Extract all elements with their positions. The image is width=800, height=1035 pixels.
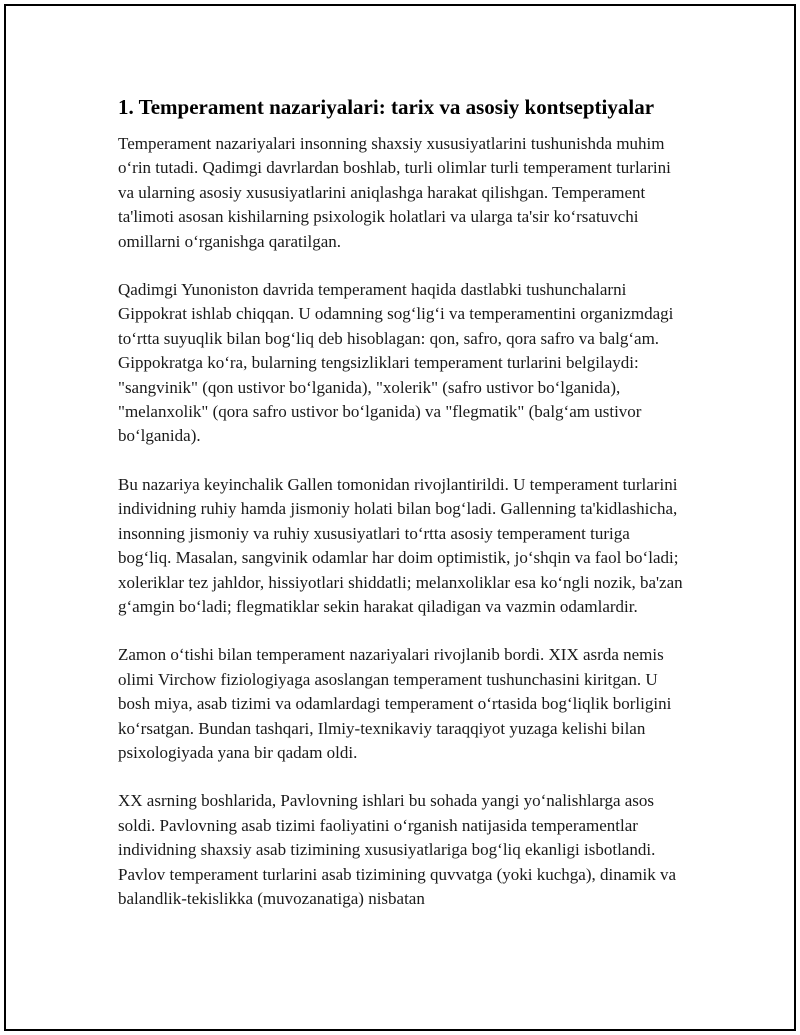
paragraph-hippocrates: Qadimgi Yunoniston davrida temperament haqida dastlabki tushunchalarni Gippokrat ishlab chiqqan. U odamning sogʻligʻi va temperamentini organizmdagi toʻrtta suyuqlik bilan bogʻliq deb hisoblagan: qon, safro, qora safro va balgʻam. Gippokratga koʻra, bularning tengsizliklari temperament turlarini belgilaydi: "sangvinik" (qon ustivor boʻlganida), "xolerik" (safro ustivor boʻlganida), "melanxolik" (qora safro ustivor boʻlganida) va "flegmatik" (balgʻam ustivor boʻlganida). (118, 280, 674, 446)
paragraph-virchow: Zamon oʻtishi bilan temperament nazariyalari rivojlanib bordi. XIX asrda nemis olimi Virchow fiziologiyaga asoslangan temperament tushunchasini kiritgan. U bosh miya, asab tizimi va odamlardagi temperament oʻrtasida bogʻliqlik borligini koʻrsatgan. Bundan tashqari, Ilmiy-texnikaviy taraqqiyot yuzaga kelishi bilan psixologiyada yana bir qadam oldi. (118, 645, 672, 762)
paragraph-intro: Temperament nazariyalari insonning shaxsiy xususiyatlarini tushunishda muhim oʻrin tutadi. Qadimgi davrlardan boshlab, turli olimlar turli temperament turlarini va ularning asosiy xususiyatlarini aniqlashga harakat qilishgan. Temperament ta'limoti asosan kishilarning psixologik holatlari va ularga ta'sir koʻrsatuvchi omillarni oʻrganishga qaratilgan. (118, 134, 671, 251)
paragraph-galen: Bu nazariya keyinchalik Gallen tomonidan rivojlantirildi. U temperament turlarini individning ruhiy hamda jismoniy holati bilan bogʻladi. Gallenning ta'kidlashicha, insonning jismoniy va ruhiy xususiyatlari toʻrtta asosiy temperament turiga bogʻliq. Masalan, sangvinik odamlar har doim optimistik, joʻshqin va faol boʻladi; xoleriklar tez jahldor, hissiyotlari shiddatli; melanxoliklar esa koʻngli nozik, ba'zan gʻamgin boʻladi; flegmatiklar sekin harakat qiladigan va vazmin odamlardir. (118, 474, 683, 616)
paragraph-pavlov: XX asrning boshlarida, Pavlovning ishlari bu sohada yangi yoʻnalishlarga asos soldi. Pavlovning asab tizimi faoliyatini oʻrganish natijasida temperamentlar individning shaxsiy asab tizimining xususiyatlariga bogʻliq ekanligi isbotlandi. Pavlov temperament turlarini asab tizimining quvvatga (yoki kuchga), dinamik va balandlik-tekislikka (muvozanatiga) nisbatan (118, 791, 677, 908)
section-heading: 1. Temperament nazariyalari: tarix va asosiy kontseptiyalar (118, 95, 655, 119)
document-body (118, 92, 683, 935)
